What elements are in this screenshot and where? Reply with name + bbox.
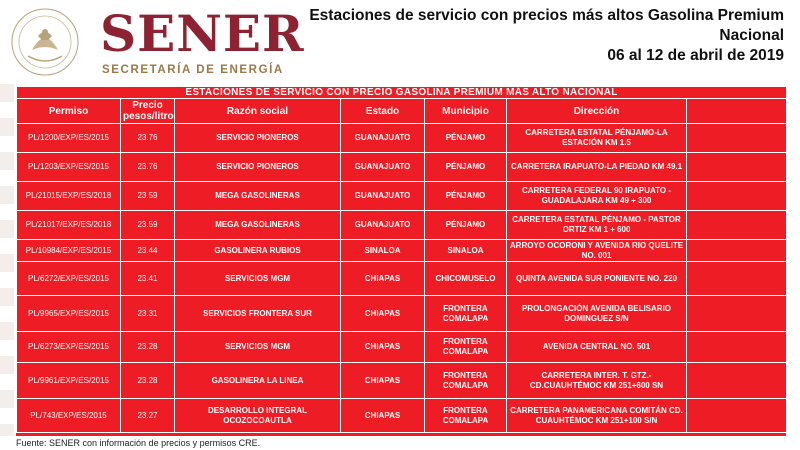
- cell-razon-social: SERVICIO PIONEROS: [175, 153, 341, 182]
- cell-precio: 23.41: [121, 262, 175, 296]
- cell-empty: [687, 240, 787, 262]
- header-direccion: Dirección: [507, 99, 687, 124]
- cell-empty: [687, 296, 787, 332]
- cell-permiso: PL/1200/EXP/ES/2015: [17, 124, 121, 153]
- table-row: [17, 399, 787, 433]
- source-note: Fuente: SENER con información de precios y permisos CRE.: [16, 438, 261, 448]
- cell-razon-social: SERVICIOS MGM: [175, 332, 341, 363]
- cell-municipio: FRONTERA COMALAPA: [425, 332, 507, 363]
- cell-precio: 23.27: [121, 399, 175, 433]
- cell-estado: CHIAPAS: [341, 363, 425, 399]
- cell-direccion: CARRETERA ESTATAL PÉNJAMO - PASTOR ORTIZ KM 1 + 600: [507, 211, 687, 240]
- header-razon-social: Razón social: [175, 99, 341, 124]
- page-title: [264, 6, 784, 66]
- cell-precio: 23.76: [121, 153, 175, 182]
- cell-municipio: PÉNJAMO: [425, 182, 507, 211]
- cell-empty: [687, 262, 787, 296]
- cell-permiso: PL/1203/EXP/ES/2015: [17, 153, 121, 182]
- cell-razon-social: SERVICIO PIONEROS: [175, 124, 341, 153]
- cell-direccion: ARROYO OCORONI Y AVENIDA RIO QUELITE NO. 001: [507, 240, 687, 262]
- title-line-1: Estaciones de servicio con precios más altos Gasolina Premium: [309, 7, 784, 24]
- cell-empty: [687, 124, 787, 153]
- cell-permiso: PL/9961/EXP/ES/2015: [17, 363, 121, 399]
- cell-empty: [687, 153, 787, 182]
- header: [0, 0, 800, 84]
- sener-logo-subtitle: SECRETARÍA DE ENERGÍA: [102, 64, 284, 76]
- table-row: [17, 262, 787, 296]
- cell-municipio: FRONTERA COMALAPA: [425, 399, 507, 433]
- cell-permiso: PL/21015/EXP/ES/2018: [17, 182, 121, 211]
- cell-municipio: FRONTERA COMALAPA: [425, 296, 507, 332]
- cell-permiso: PL/21017/EXP/ES/2018: [17, 211, 121, 240]
- mexico-seal-icon: [10, 6, 80, 78]
- cell-direccion: CARRETERA PANAMERICANA COMITÁN CD. CUAUHTÉMOC KM 251+100 S/N: [507, 399, 687, 433]
- cell-direccion: PROLONGACIÓN AVENIDA BELISARIO DOMINGUEZ S/N: [507, 296, 687, 332]
- cell-razon-social: SERVICIOS FRONTERA SUR: [175, 296, 341, 332]
- cell-municipio: PÉNJAMO: [425, 124, 507, 153]
- table-row: [17, 182, 787, 211]
- table-row: [17, 363, 787, 399]
- cell-precio: 23.76: [121, 124, 175, 153]
- cell-razon-social: GASOLINERA LA LINEA: [175, 363, 341, 399]
- table-banner: ESTACIONES DE SERVICIO CON PRECIO GASOLINA PREMIUM MÁS ALTO NACIONAL: [17, 87, 787, 99]
- header-estado: Estado: [341, 99, 425, 124]
- cell-estado: SINALOA: [341, 240, 425, 262]
- cell-razon-social: DESARROLLO INTEGRAL OCOZOCOAUTLA: [175, 399, 341, 433]
- cell-permiso: PL/9965/EXP/ES/2015: [17, 296, 121, 332]
- cell-municipio: PÉNJAMO: [425, 211, 507, 240]
- cell-empty: [687, 182, 787, 211]
- cell-direccion: AVENIDA CENTRAL NO. 501: [507, 332, 687, 363]
- cell-permiso: PL/6273/EXP/ES/2015: [17, 332, 121, 363]
- cell-municipio: PÉNJAMO: [425, 153, 507, 182]
- stations-table: [16, 86, 787, 433]
- cell-municipio: SINALOA: [425, 240, 507, 262]
- cell-empty: [687, 399, 787, 433]
- header-empty: [687, 99, 787, 124]
- sener-logo-text: SENER: [100, 4, 305, 63]
- cell-direccion: CARRETERA INTER. T. GTZ.- CD.CUAUHTÉMOC KM 251+600 SN: [507, 363, 687, 399]
- cell-empty: [687, 363, 787, 399]
- cell-empty: [687, 332, 787, 363]
- table-row: [17, 332, 787, 363]
- cell-permiso: PL/743/EXP/ES/2015: [17, 399, 121, 433]
- title-line-3: 06 al 12 de abril de 2019: [607, 47, 784, 64]
- header-precio: Precio pesos/litro: [121, 99, 175, 124]
- cell-empty: [687, 211, 787, 240]
- cell-estado: GUANAJUATO: [341, 124, 425, 153]
- table-row: [17, 124, 787, 153]
- cell-razon-social: GASOLINERA RUBIOS: [175, 240, 341, 262]
- cell-permiso: PL/10984/EXP/ES/2015: [17, 240, 121, 262]
- cell-precio: 23.31: [121, 296, 175, 332]
- title-line-2: Nacional: [719, 27, 784, 44]
- cell-direccion: CARRETERA ESTATAL PÉNJAMO-LA ESTACIÓN KM 1.5: [507, 124, 687, 153]
- cell-estado: CHIAPAS: [341, 296, 425, 332]
- cell-permiso: PL/6272/EXP/ES/2015: [17, 262, 121, 296]
- cell-razon-social: MEGA GASOLINERAS: [175, 211, 341, 240]
- cell-precio: 23.59: [121, 211, 175, 240]
- cell-estado: GUANAJUATO: [341, 153, 425, 182]
- header-municipio: Municipio: [425, 99, 507, 124]
- cell-precio: 23.44: [121, 240, 175, 262]
- cell-precio: 23.28: [121, 332, 175, 363]
- header-permiso: Permiso: [17, 99, 121, 124]
- cell-estado: CHIAPAS: [341, 399, 425, 433]
- cell-estado: CHIAPAS: [341, 332, 425, 363]
- cell-estado: GUANAJUATO: [341, 211, 425, 240]
- cell-razon-social: SERVICIOS MGM: [175, 262, 341, 296]
- decorative-side-pattern: [0, 84, 14, 436]
- table-row: [17, 296, 787, 332]
- cell-municipio: CHICOMUSELO: [425, 262, 507, 296]
- cell-precio: 23.28: [121, 363, 175, 399]
- cell-municipio: FRONTERA COMALAPA: [425, 363, 507, 399]
- table-row: [17, 153, 787, 182]
- cell-razon-social: MEGA GASOLINERAS: [175, 182, 341, 211]
- cell-estado: CHIAPAS: [341, 262, 425, 296]
- table-row: [17, 211, 787, 240]
- cell-direccion: CARRETERA FEDERAL 90 IRAPUATO - GUADALAJARA KM 49 + 300: [507, 182, 687, 211]
- cell-direccion: QUINTA AVENIDA SUR PONIENTE NO. 220: [507, 262, 687, 296]
- table-row: [17, 240, 787, 262]
- cell-estado: GUANAJUATO: [341, 182, 425, 211]
- stations-table-container: [16, 86, 786, 436]
- cell-precio: 23.59: [121, 182, 175, 211]
- cell-direccion: CARRETERA IRAPUATO-LA PIEDAD KM 49.1: [507, 153, 687, 182]
